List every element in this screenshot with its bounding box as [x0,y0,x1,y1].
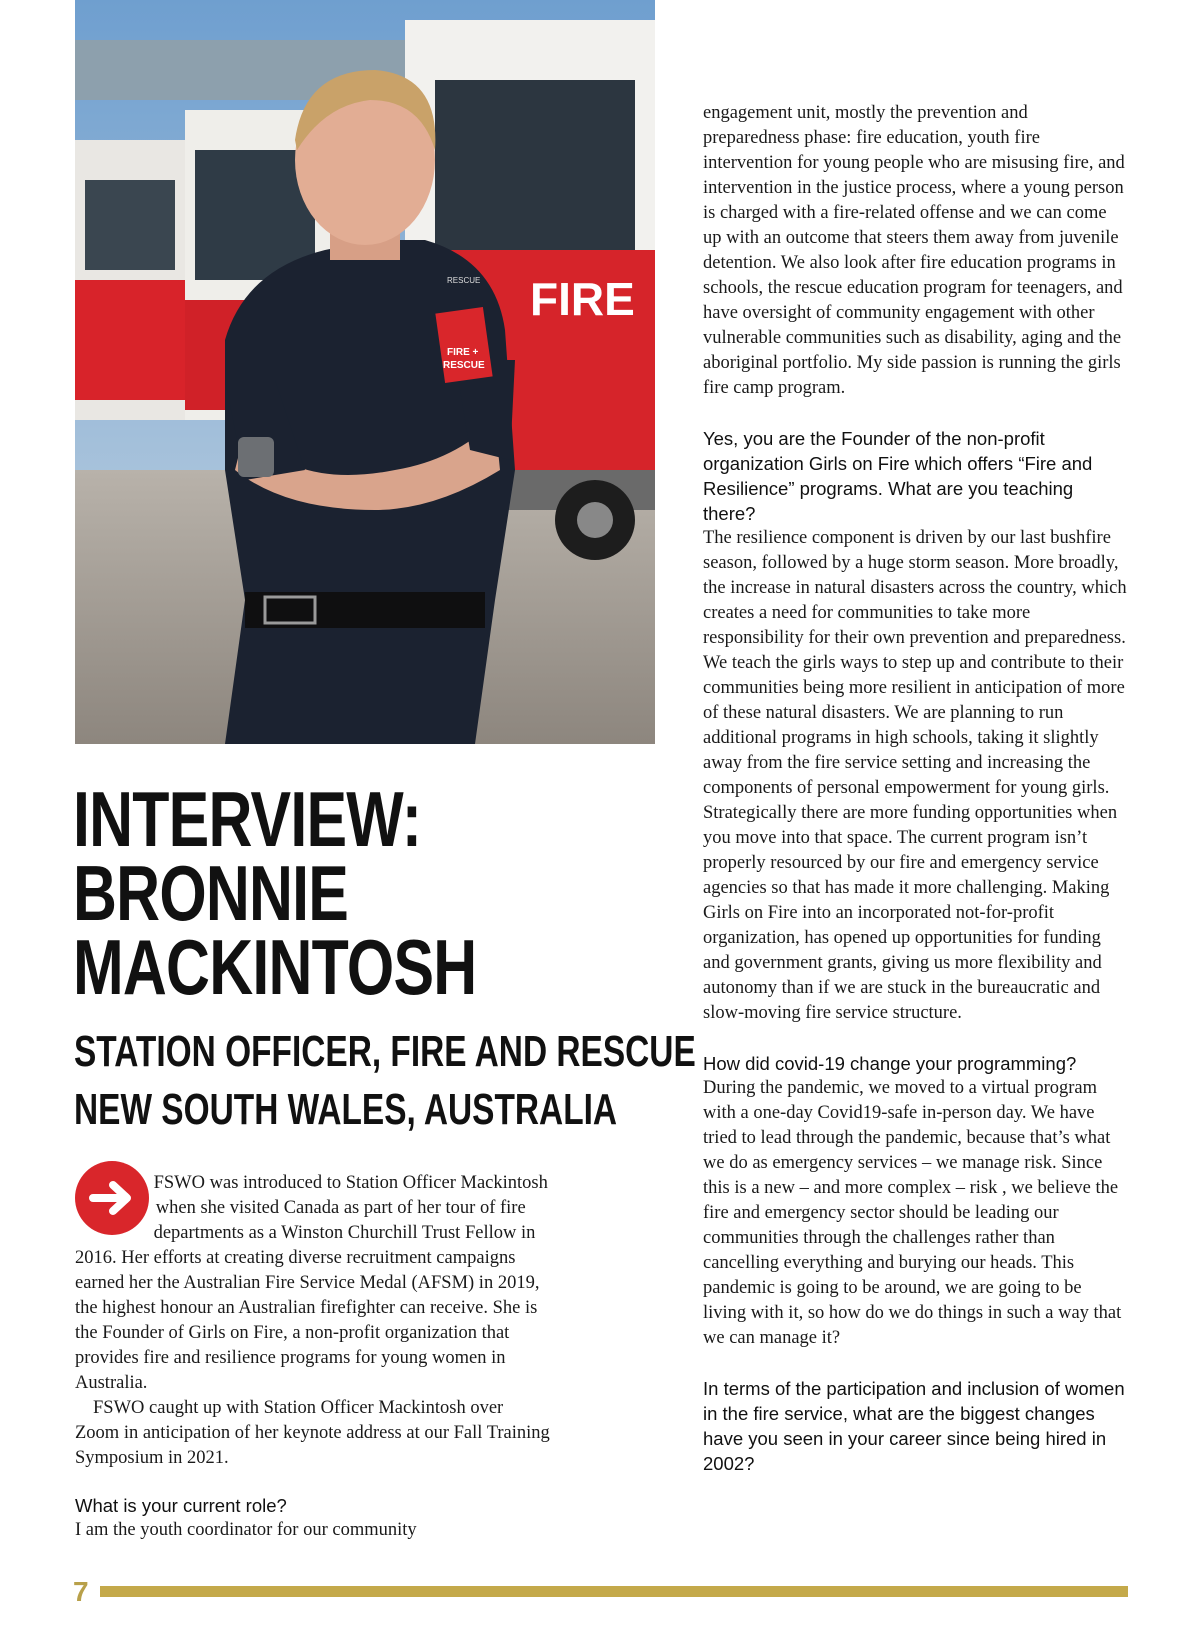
headline-line-3: MACKINTOSH [73,923,477,1011]
right-column [703,101,1128,1501]
intro-paragraph-2: FSWO caught up with Station Officer Mackintosh over Zoom in anticipation of her keynote address at our Fall Training Symposium in 2021. [75,1398,550,1468]
portrait-photo [75,0,655,744]
patch-text-1: FIRE + [447,347,479,358]
answer-girls-on-fire: The resilience component is driven by our last bushfire season, followed by a huge storm season. More broadly, the increase in natural disasters across the country, which creates a need for communities to take more responsibility for their own prevention and preparedness. We teach the girls ways to step up and contribute to their communities being more resilient in anticipation of more of these natural disasters. We are planning to run additional programs in high schools, taking it slightly away from the fire service setting and increasing the components of personal empowerment for young girls. Strategically there are more funding opportunities when you move into that space. The current program isn’t properly resourced by our fire and emergency service agencies so that has made it more challenging. Making Girls on Fire into an incorporated not-for-profit organization, has opened up opportunities for funding and government grants, giving us more flexibility and autonomy than if we are stuck in the bureaucratic and slow-moving fire service structure. [703,528,1127,1023]
question-women-inclusion: In terms of the participation and inclusion of women in the fire service, what are the biggest changes have you seen in your career since being hired in 2002? [703,1378,1125,1474]
question-current-role: What is your current role? [75,1495,287,1516]
answer-current-role-start: I am the youth coordinator for our community [75,1520,417,1540]
headline-line-2: BRONNIE [73,849,349,937]
shoulder-text: RESCUE [447,276,481,285]
subheadline-line-1: STATION OFFICER, FIRE AND RESCUE [74,1027,696,1076]
intro-paragraph-1: FSWO was introduced to Station Officer Mackintosh when she visited Canada as part of her tour of fire departments as a Winston Churchill Trust Fellow in 2016. Her efforts at creating diverse recruitment campaigns earned her the Australian Fire Service Medal (AFSM) in 2019, the highest honour an Australian firefighter can receive. She is the Founder of Girls on Fire, a non-profit organization that provides fire and resilience programs for young women in Australia. [75,1173,548,1393]
headline-line-1: INTERVIEW: [73,775,422,863]
portrait-illustration [75,0,655,744]
subheadline-line-2: NEW SOUTH WALES, AUSTRALIA [74,1085,618,1134]
headline [73,775,525,1011]
answer-current-role-continued: engagement unit, mostly the prevention and preparedness phase: fire education, youth fire intervention for young people who are misusing fire, and intervention in the justice process, where a young person is charged with a fire-related offense and we can come up with an outcome that steers them away from juvenile detention. We also look after fire education programs in schools, the rescue education program for teenagers, and have oversight of community engagement with other vulnerable communities such as disability, aging and the aboriginal portfolio. My side passion is running the girls fire camp program. [703,103,1125,398]
truck-fire-text: FIRE [530,273,635,325]
question-girls-on-fire: Yes, you are the Founder of the non-profit organization Girls on Fire which offers “Fire and Resilience” programs. What are you teaching there? [703,428,1093,524]
footer-rule [100,1586,1128,1597]
page-number: 7 [73,1576,89,1607]
patch-text-2: RESCUE [443,360,485,371]
answer-covid: During the pandemic, we moved to a virtual program with a one-day Covid19-safe in-person day. We have tried to lead through the pandemic, because that’s what we do as emergency services – we manage risk. Since this is a new – and more complex – risk , we believe the fire and emergency sector should be leading our communities through the challenges rather than cancelling everything and burying our heads. This pandemic is going to be around, we are going to be living with it, so how do we do things in such a way that we can manage it? [703,1078,1122,1348]
question-covid: How did covid-19 change your programming? [703,1053,1077,1074]
intro-text [75,1171,550,1471]
